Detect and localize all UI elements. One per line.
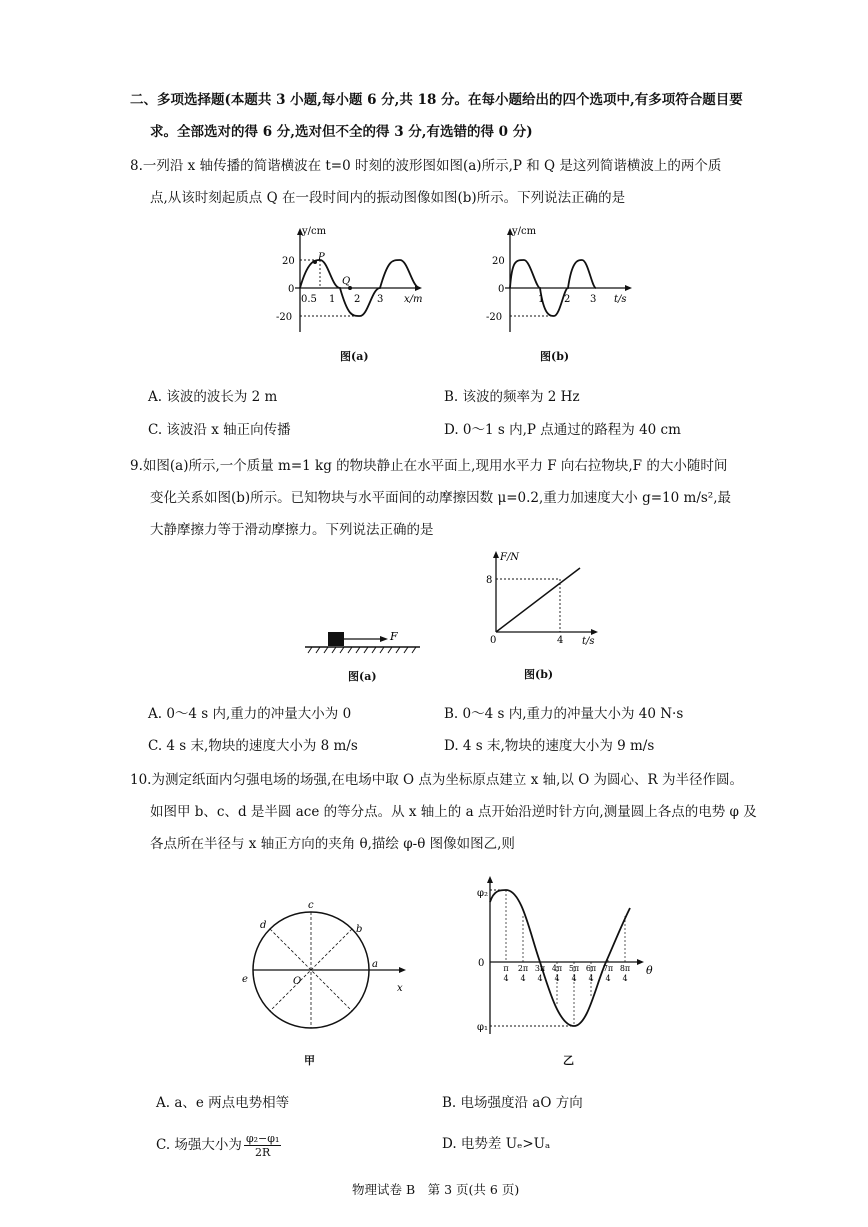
q8-fig-b-caption: 图(b)	[540, 350, 570, 363]
tick-den-8: 4	[622, 974, 628, 983]
phi1-label: φ₁	[477, 1022, 489, 1033]
label-a: a	[372, 959, 378, 970]
section-heading-cont: 求。全部选对的得 6 分,选对但不全的得 3 分,有选错的得 0 分)	[150, 124, 533, 140]
fig-b-tick-0: 0	[498, 284, 505, 295]
fig-b-tick-1: 1	[538, 294, 545, 305]
section-heading: 二、多项选择题(本题共 3 小题,每小题 6 分,共 18 分。在每小题给出的四个选项中,有多项符合题目要	[130, 92, 743, 108]
fig9b-tick-0: 0	[490, 635, 497, 646]
label-b: b	[356, 924, 363, 935]
origin-label: 0	[478, 958, 485, 969]
tick-den-6: 4	[588, 974, 594, 983]
q8-option-d: D. 0～1 s 内,P 点通过的路程为 40 cm	[444, 422, 681, 438]
point-q-label: Q	[342, 276, 351, 287]
q8-option-c: C. 该波沿 x 轴正向传播	[148, 422, 291, 438]
tick-1: π	[503, 964, 509, 973]
q10-fig-yi-caption: 乙	[563, 1054, 574, 1067]
fig-a-tick-2: 2	[354, 294, 361, 305]
tick-den-3: 4	[537, 974, 543, 983]
label-d: d	[260, 920, 267, 931]
fig-a-tick-neg20: -20	[276, 312, 293, 323]
q9-stem-cont: 变化关系如图(b)所示。已知物块与水平面间的动摩擦因数 μ=0.2,重力加速度大小 g=10 m/s²,最	[150, 490, 732, 506]
fig9b-tick-8: 8	[486, 575, 493, 586]
fig-a-xlabel: x/m	[404, 294, 423, 305]
q10-option-a: A. a、e 两点电势相等	[156, 1095, 290, 1111]
q10-stem: 10.为测定纸面内匀强电场的场强,在电场中取 O 点为坐标原点建立 x 轴,以 O 为圆心、R 为半径作圆。	[130, 772, 744, 788]
tick-8: 8π	[619, 964, 631, 973]
q9-stem: 9.如图(a)所示,一个质量 m=1 kg 的物块静止在水平面上,现用水平力 F 向右拉物块,F 的大小随时间	[130, 458, 728, 474]
theta-label: θ	[646, 964, 653, 977]
force-line	[496, 568, 580, 632]
q9-option-c: C. 4 s 末,物块的速度大小为 8 m/s	[148, 738, 358, 754]
q10-stem-cont: 如图甲 b、c、d 是半圆 ace 的等分点。从 x 轴上的 a 点开始沿逆时针方向,测量圆上各点的电势 φ 及	[150, 804, 757, 820]
page-footer: 物理试卷 B 第 3 页(共 6 页)	[352, 1182, 520, 1197]
q8-stem: 8.一列沿 x 轴传播的简谐横波在 t=0 时刻的波形图如图(a)所示,P 和 Q 是这列简谐横波上的两个质	[130, 158, 722, 174]
tick-2: 2π	[517, 964, 529, 973]
fraction-denominator: 2R	[255, 1146, 271, 1159]
q10-figure-yi	[470, 874, 660, 1044]
q9-option-b: B. 0～4 s 内,重力的冲量大小为 40 N·s	[444, 706, 684, 722]
q9-figure-b	[476, 546, 606, 646]
fig-b-tick-2: 2	[564, 294, 571, 305]
tick-den-5: 4	[571, 974, 577, 983]
tick-5: 5π	[568, 964, 580, 973]
fig-b-xlabel: t/s	[614, 294, 627, 305]
q8-figure-b	[480, 222, 640, 362]
q10-option-d: D. 电势差 Uₑ>Uₐ	[442, 1136, 551, 1152]
fig-b-tick-3: 3	[590, 294, 597, 305]
q8-option-a: A. 该波的波长为 2 m	[148, 389, 278, 405]
q10-fig-jia-caption: 甲	[304, 1054, 315, 1067]
q8-figure-a	[270, 222, 430, 362]
force-label: F	[390, 630, 398, 643]
q9-option-a: A. 0～4 s 内,重力的冲量大小为 0	[148, 706, 352, 722]
q10-option-b: B. 电场强度沿 aO 方向	[442, 1095, 583, 1111]
fig-b-tick-20: 20	[492, 256, 505, 267]
q8-stem-cont: 点,从该时刻起质点 Q 在一段时间内的振动图像如图(b)所示。下列说法正确的是	[150, 190, 626, 206]
fig-a-ylabel: y/cm	[302, 226, 327, 237]
q10-option-c-prefix: C. 场强大小为	[156, 1137, 242, 1153]
block	[328, 632, 344, 646]
point-p-dot	[313, 260, 317, 264]
fig-a-tick-3: 3	[377, 294, 384, 305]
tick-den-4: 4	[554, 974, 560, 983]
fig-b-ylabel: y/cm	[512, 226, 537, 237]
label-e: e	[242, 974, 248, 985]
fig9b-tick-4: 4	[557, 635, 564, 646]
fig-b-tick-neg20: -20	[486, 312, 503, 323]
q9-stem-cont2: 大静摩擦力等于滑动摩擦力。下列说法正确的是	[150, 522, 434, 538]
tick-6: 6π	[585, 964, 597, 973]
tick-den-7: 4	[605, 974, 611, 983]
fig-a-tick-0: 0	[288, 284, 295, 295]
tick-den-1: 4	[503, 974, 509, 983]
label-o: O	[293, 976, 302, 987]
label-c: c	[308, 900, 314, 911]
q9-fig-b-caption: 图(b)	[524, 668, 554, 681]
fig9b-xlabel: t/s	[582, 636, 595, 646]
q9-fig-a-caption: 图(a)	[348, 670, 377, 683]
q10-figure-jia	[230, 896, 420, 1046]
q8-fig-a-caption: 图(a)	[340, 350, 369, 363]
q9-option-d: D. 4 s 末,物块的速度大小为 9 m/s	[444, 738, 655, 754]
tick-den-2: 4	[520, 974, 526, 983]
tick-4: 4π	[551, 964, 563, 973]
fig-a-tick-1: 1	[329, 294, 336, 305]
q10-option-c	[156, 1132, 281, 1159]
q8-option-b: B. 该波的频率为 2 Hz	[444, 389, 580, 405]
potential-curve	[490, 890, 630, 1026]
field-fraction	[244, 1132, 281, 1159]
tick-3: 3π	[534, 964, 546, 973]
phi2-label: φ₂	[477, 888, 489, 899]
tick-7: 7π	[602, 964, 614, 973]
q10-stem-cont2: 各点所在半径与 x 轴正方向的夹角 θ,描绘 φ-θ 图像如图乙,则	[150, 836, 515, 852]
fig-a-tick-05: 0.5	[301, 294, 317, 305]
label-x: x	[397, 983, 403, 994]
fig-a-tick-20: 20	[282, 256, 295, 267]
q9-figure-a	[300, 624, 430, 664]
point-p-label: P	[318, 252, 325, 263]
fraction-numerator: φ₂−φ₁	[245, 1132, 280, 1145]
fig9b-ylabel: F/N	[500, 552, 520, 563]
